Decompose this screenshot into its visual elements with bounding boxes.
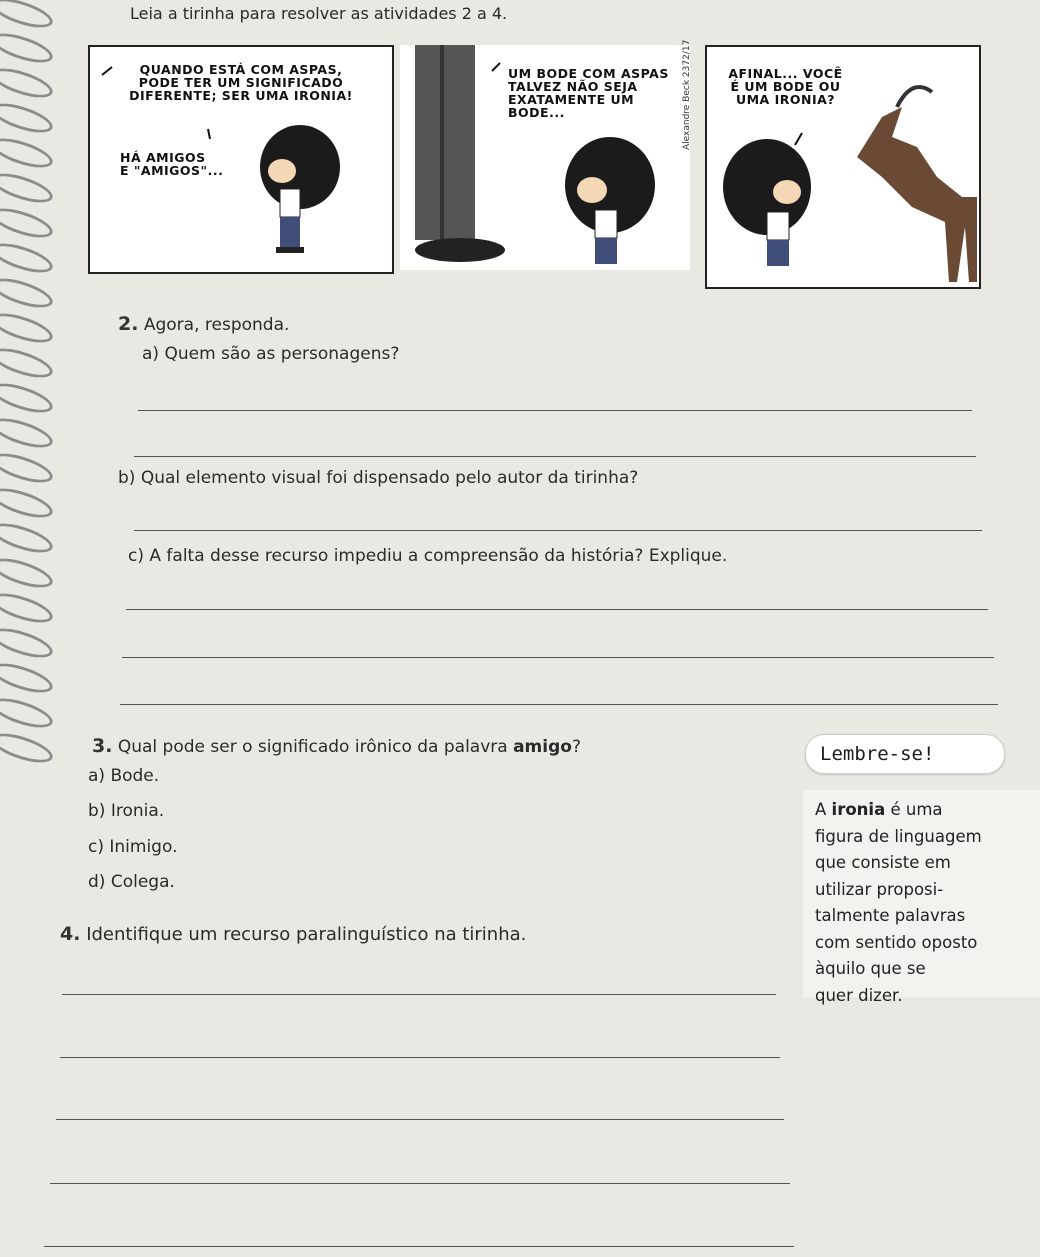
spiral-ring xyxy=(0,553,56,594)
question-4-heading xyxy=(60,923,526,945)
answer-line-2a-2[interactable] xyxy=(134,456,976,457)
question-4-number: 4. xyxy=(60,923,81,945)
panel2-caption: UM BODE COM ASPAS TALVEZ NÃO SEJA EXATAMENTE UM BODE... xyxy=(508,66,669,120)
question-2a: a) Quem são as personagens? xyxy=(142,344,400,364)
option-c[interactable]: c) Inimigo. xyxy=(88,837,178,857)
question-3-text-pre: Qual pode ser o significado irônico da palavra xyxy=(117,737,514,757)
panel1-caption-top: QUANDO ESTÁ COM ASPAS, PODE TER UM SIGNIFICADO DIFERENTE; SER UMA IRONIA! xyxy=(129,62,353,103)
answer-line-4-3[interactable] xyxy=(56,1119,784,1120)
answer-line-4-4[interactable] xyxy=(50,1183,790,1184)
spiral-ring xyxy=(0,728,56,769)
remember-bold-word: ironia xyxy=(831,800,886,819)
comic-panel-2 xyxy=(400,45,690,270)
option-d[interactable]: d) Colega. xyxy=(88,872,175,892)
spiral-ring xyxy=(0,448,56,489)
answer-line-2c-3[interactable] xyxy=(120,704,998,705)
question-4-text: Identifique um recurso paralinguístico na tirinha. xyxy=(86,924,527,945)
boy-illustration xyxy=(90,47,392,272)
remember-rest: figura de linguagem que consiste em utilizar proposi- talmente palavras com sentido oposto àquilo que se quer dizer. xyxy=(815,826,982,1005)
spiral-ring xyxy=(0,63,56,104)
panel1-caption-mid: HÁ AMIGOS E "AMIGOS"... xyxy=(120,150,224,178)
question-3-text-post: ? xyxy=(571,737,581,757)
remember-first-line xyxy=(815,797,1035,824)
spiral-ring xyxy=(0,378,56,419)
remember-post: é uma xyxy=(885,800,943,819)
option-b[interactable]: b) Ironia. xyxy=(88,801,165,821)
spiral-ring xyxy=(0,343,56,384)
spiral-ring xyxy=(0,0,56,33)
answer-line-4-2[interactable] xyxy=(60,1057,780,1058)
spiral-ring xyxy=(0,483,56,524)
spiral-ring xyxy=(0,623,56,664)
spiral-ring xyxy=(0,693,56,734)
spiral-ring xyxy=(0,308,56,349)
comic-panel-3 xyxy=(705,45,981,289)
spiral-ring xyxy=(0,168,56,209)
spiral-ring xyxy=(0,203,56,244)
remember-pre: A xyxy=(815,800,832,819)
question-3-heading xyxy=(92,735,581,757)
answer-line-2a-1[interactable] xyxy=(138,410,972,411)
remember-badge xyxy=(805,734,1005,774)
question-3-bold-word: amigo xyxy=(513,737,572,757)
spiral-ring xyxy=(0,413,56,454)
comic-credit: Alexandre Beck 2372/17 xyxy=(682,39,692,150)
question-2b: b) Qual elemento visual foi dispensado pelo autor da tirinha? xyxy=(118,468,639,488)
comic-panel-1 xyxy=(88,45,394,274)
spiral-binding xyxy=(0,0,60,780)
question-2c: c) A falta desse recurso impediu a compreensão da história? Explique. xyxy=(128,546,728,566)
spiral-ring xyxy=(0,658,56,699)
remember-text xyxy=(815,797,1035,1009)
panel3-caption: AFINAL... VOCÊ É UM BODE OU UMA IRONIA? xyxy=(728,66,843,107)
question-2-number: 2. xyxy=(118,313,139,335)
spiral-ring xyxy=(0,28,56,69)
question-2-text: Agora, responda. xyxy=(143,315,290,335)
answer-line-4-1[interactable] xyxy=(62,994,776,995)
intro-text: Leia a tirinha para resolver as atividades 2 a 4. xyxy=(130,4,508,23)
spiral-ring xyxy=(0,98,56,139)
spiral-ring xyxy=(0,273,56,314)
spiral-ring xyxy=(0,518,56,559)
remember-label: Lembre-se! xyxy=(820,743,935,765)
answer-line-2c-2[interactable] xyxy=(122,657,994,658)
answer-line-2b[interactable] xyxy=(134,530,982,531)
answer-line-4-5[interactable] xyxy=(44,1246,794,1247)
answer-line-2c-1[interactable] xyxy=(126,609,988,610)
option-a[interactable]: a) Bode. xyxy=(88,766,160,786)
question-3-number: 3. xyxy=(92,735,113,757)
question-2-heading xyxy=(118,313,289,335)
spiral-ring xyxy=(0,133,56,174)
spiral-ring xyxy=(0,588,56,629)
spiral-ring xyxy=(0,238,56,279)
